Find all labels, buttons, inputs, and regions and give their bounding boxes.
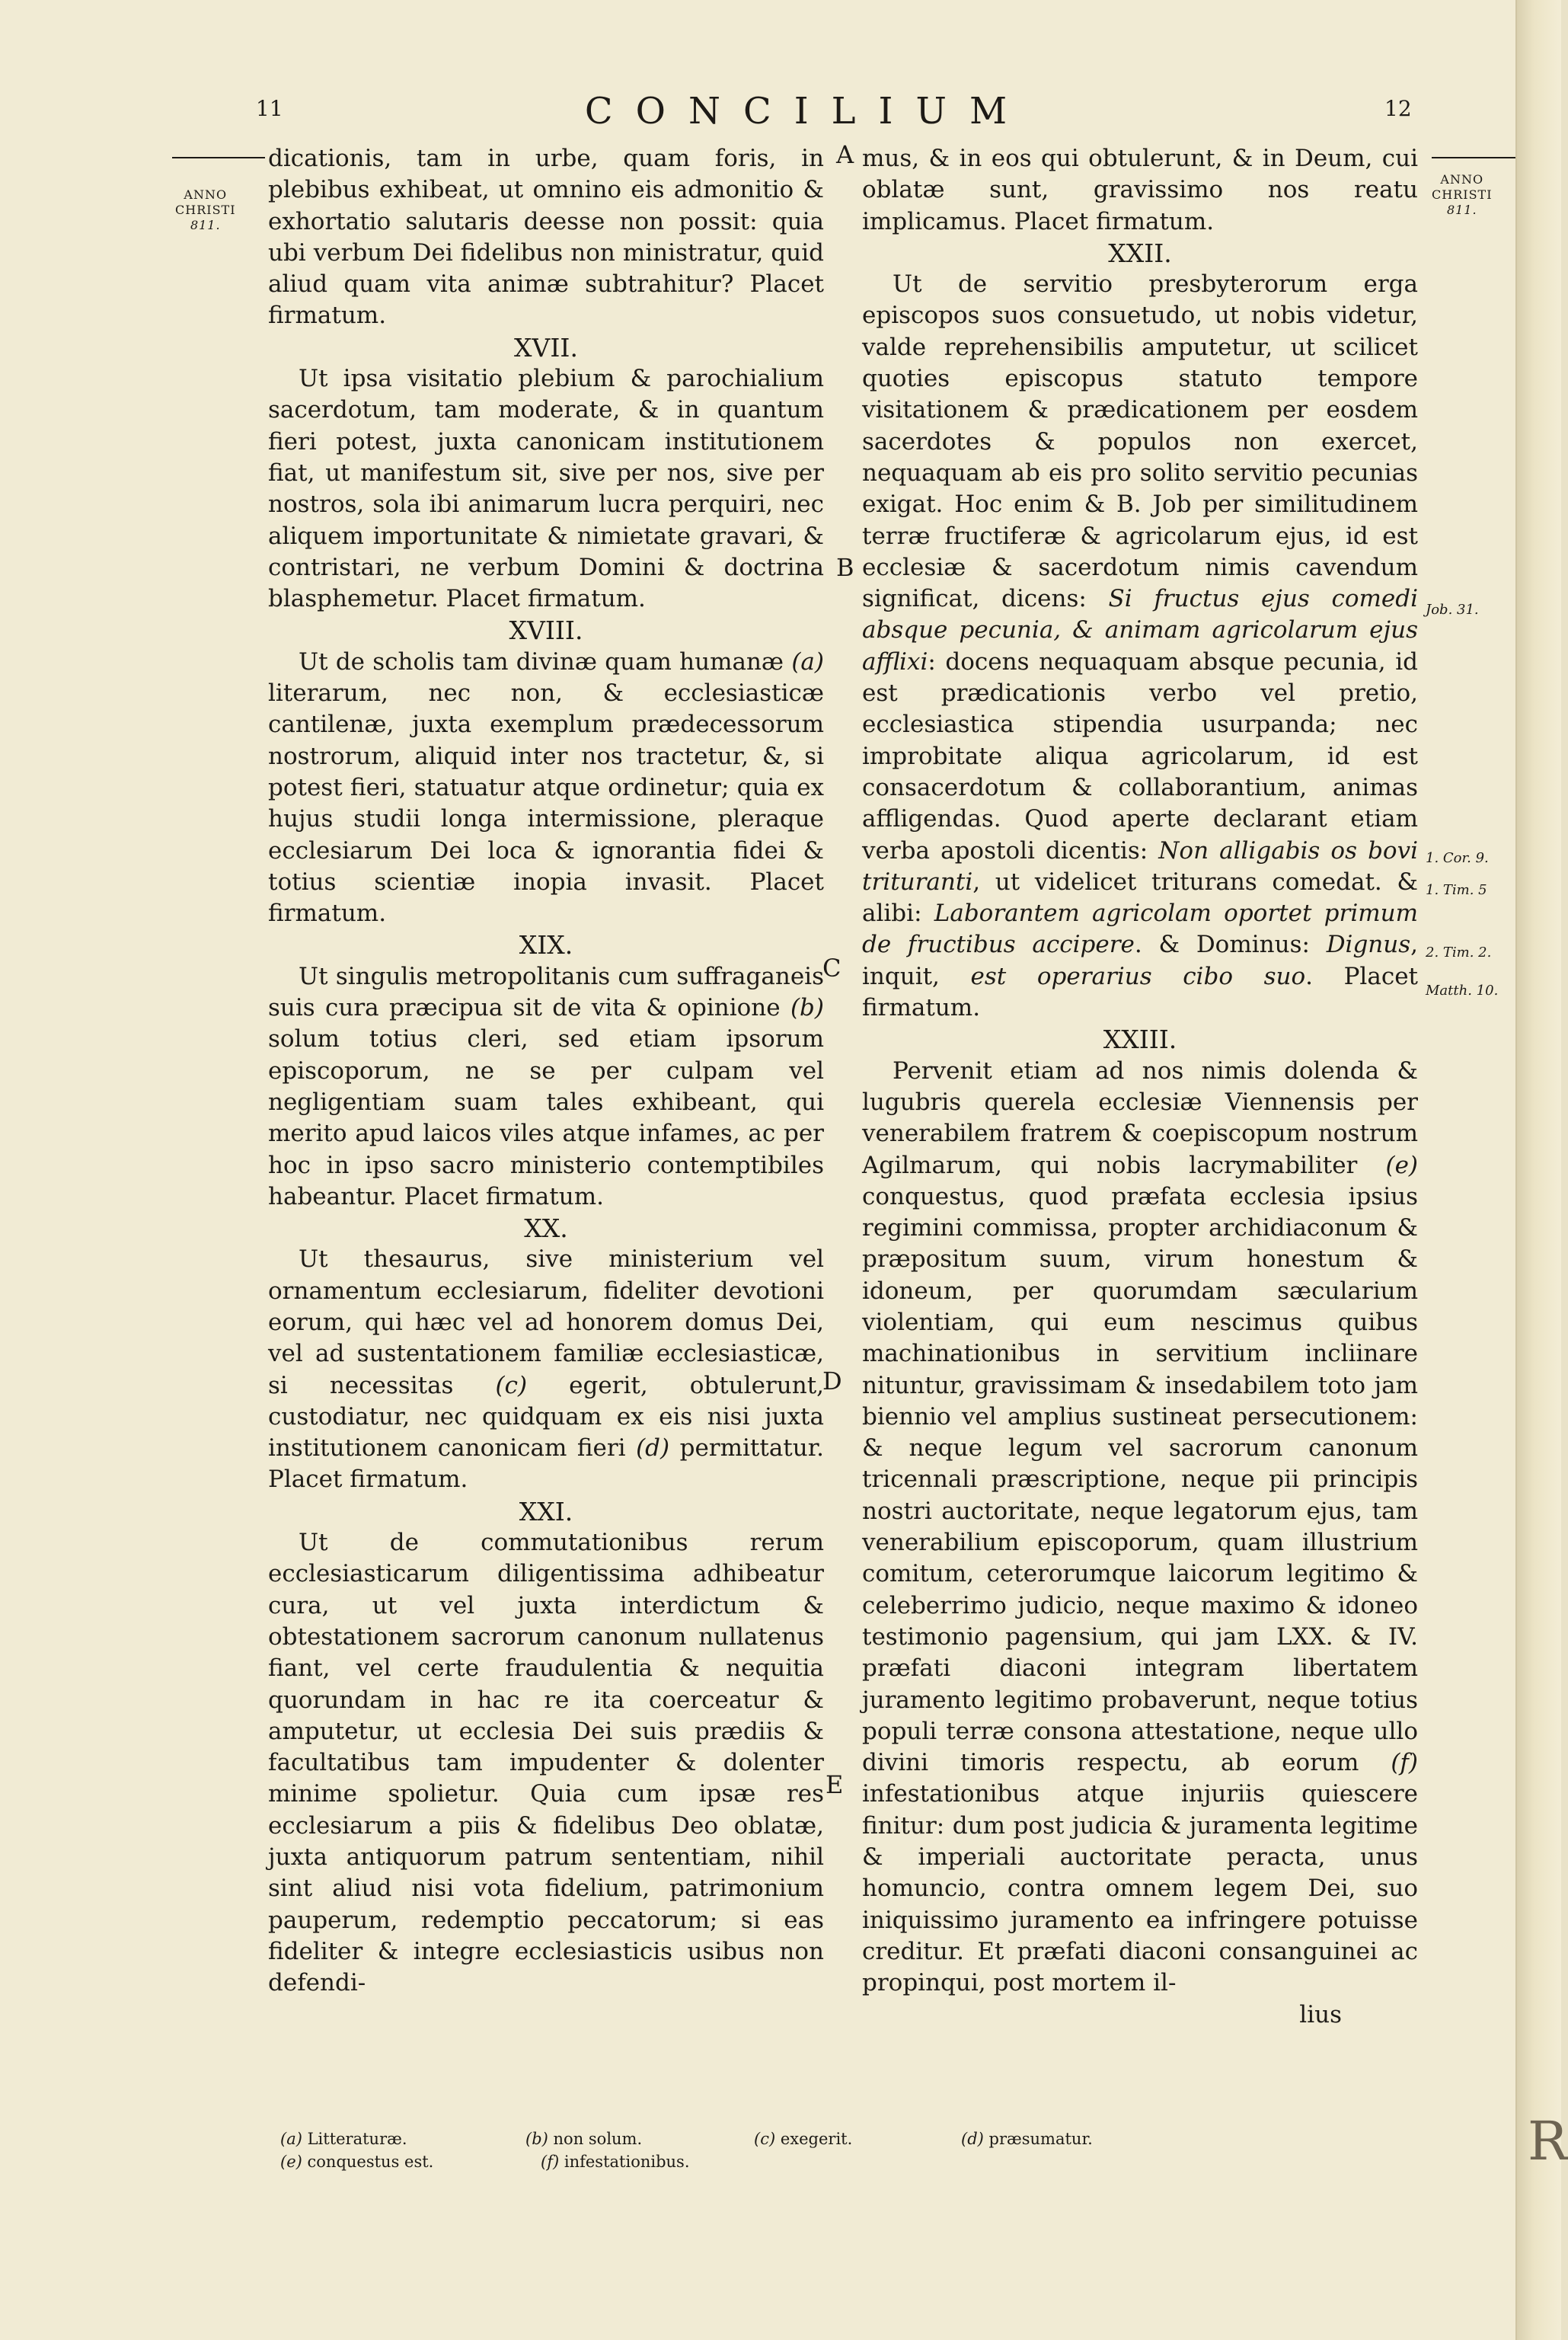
footnote-marker: (b) xyxy=(790,994,824,1022)
footnote-marker: (c) xyxy=(495,1371,528,1399)
chapter-paragraph xyxy=(862,1056,1418,2000)
footnote-c xyxy=(754,2130,852,2148)
chapter-number: XVII. xyxy=(514,332,578,363)
anno-label: ANNO xyxy=(1440,172,1484,187)
header-rule-right xyxy=(1432,157,1515,158)
paragraph-continuation: mus, & in eos qui obtulerunt, & in Deum, cui oblatæ sunt, gravissimo nos reatu implicamus. Placet firmatum. xyxy=(862,145,1418,235)
scripture-quote: Non alligabis os bovi trituranti xyxy=(862,836,1419,896)
anno-christi-right xyxy=(1432,172,1493,218)
chapter-paragraph xyxy=(862,269,1418,1024)
chapter-number: XX. xyxy=(524,1213,568,1244)
chapter-number: XXI. xyxy=(519,1496,573,1526)
text-span: , inquit, xyxy=(862,931,1418,990)
chapter-paragraph: Ut ipsa visitatio plebium & parochialium sacerdotum, tam moderate, & in quantum fieri potest, juxta canonicam institutionem fiat, ut manifestum sit, sive per nos, sive per nostros, sola ibi animarum lucra perquiri, nec aliquem importunitate & nimietate gravari, & contristari, ne verbum Domini & doctrina blasphemetur. Placet firmatum. xyxy=(268,365,824,613)
footnote-f xyxy=(541,2153,690,2171)
scripture-quote: Si fructus ejus comedi absque pecunia, & animam agricolarum ejus afflixi xyxy=(862,585,1418,676)
chapter-paragraph xyxy=(268,1244,824,1495)
chapter-paragraph xyxy=(268,961,824,1213)
text-span: literarum, nec non, & ecclesiasticæ cantilenæ, juxta exemplum prædecessorum nostrorum, aliquid inter nos tractetur, &, si potest fieri, statuatur atque ordinetur; quia ex hujus studii longa intermissione, pleraque ecclesiarum Dei loca & ignorantia fidei & totius scientiæ inopia invasit. Placet firmatum. xyxy=(268,679,824,928)
footnote-marker: (e) xyxy=(280,2153,302,2171)
paragraph-continuation: dicationis, tam in urbe, quam foris, in plebibus exhibeat, ut omnino eis admonitio & exhortatio salutaris deesse non possit: quia ubi verbum Dei fidelibus non ministratur, quid aliud quam vita animæ subtrahitur? Placet firmatum. xyxy=(268,145,824,330)
footnote-text: Litteraturæ. xyxy=(307,2130,407,2148)
section-letter: A xyxy=(836,140,854,169)
footnote-marker: (f) xyxy=(1391,1749,1418,1777)
text-span: . & Dominus: xyxy=(1134,931,1310,959)
footnote-b xyxy=(525,2130,642,2148)
text-span: solum totius cleri, sed etiam ipsorum episcoporum, ne se per culpam vel negligentiam suam tales exhibeant, qui merito apud laicos viles atque infames, ac per hoc in ipso sacro ministerio contemptibiles habeantur. Placet firmatum. xyxy=(268,1025,824,1210)
text-span: Ut singulis metropolitanis cum suffraganeis suis cura præcipua sit de vita & opinione xyxy=(268,962,824,1022)
footnote-marker: (f) xyxy=(541,2153,560,2171)
text-span: Ut de servitio presbyterorum erga episcopos suos consuetudo, ut nobis videtur, valde reprehensibilis amputetur, ut scilicet quoties episcopus statuto tempore visitationem & prædicationem per eosdem sacerdotes & populos non exercet, nequaquam ab eis pro solito servitio pecunias exigat. Hoc enim & B. Job per similitudinem terræ fructiferæ & agricolarum ejus, id est ecclesiæ & sacerdotum nimis cavendum significat, dicens: xyxy=(862,270,1418,613)
text-span: permittatur. Placet firmatum. xyxy=(268,1434,824,1494)
margin-reference: Matth. 10. xyxy=(1426,983,1499,999)
running-title: CONCILIUM xyxy=(584,90,1030,133)
page-number-left: 11 xyxy=(256,96,283,121)
text-span: , ut videlicet triturans comedat. & alibi: xyxy=(862,868,1418,928)
footnote-marker: (d) xyxy=(961,2130,984,2148)
catchword: lius xyxy=(1299,2000,1342,2028)
footnote-e xyxy=(280,2153,433,2171)
footnote-marker: (b) xyxy=(525,2130,548,2148)
footnote-a xyxy=(280,2130,407,2148)
chapter-paragraph xyxy=(268,647,824,930)
anno-label: ANNO xyxy=(184,187,228,202)
section-letter: D xyxy=(822,1367,842,1395)
text-span: conquestus, quod præfata ecclesia ipsius regimini commissa, propter archidiaconum & præpositum suum, virum honestum & idoneum, per quorumdam sæcularium violentiam, qui eum nescimus quibus machinationibus in servitium incliinare nituntur, gravissimam & insedabilem toto jam biennio vel amplius sustineat persecutionem: & neque legum vel sacrorum canonum tricennali præscriptione, neque pii principis nostri auctoritate, neque legatorum ejus, tam venerabilium episcoporum, quam illustrium comitum, ceterorumque laicorum legitimo & celeberrimo judicio, neque maximo & idoneo testimonio pagensium, qui jam LXX. & IV. præfati diaconi integram libertatem juramento legitimo probaverunt, neque totius populi terræ consona attestatione, neque ullo divini timoris respectu, ab eorum xyxy=(862,1182,1418,1777)
margin-reference: Job. 31. xyxy=(1426,602,1479,618)
page-number-right: 12 xyxy=(1384,96,1412,121)
chapter-paragraph: Ut de commutationibus rerum ecclesiasticarum diligentissima adhibeatur cura, ut vel juxta interdictum & obtestationem sacrorum canonum nullatenus fiant, vel certe fraudulentia & nequitia quorundam in hac re ita coerceatur & amputetur, ut ecclesia Dei suis prædiis & facultatibus tam impudenter & dolenter minime spolietur. Quia cum ipsæ res ecclesiarum a piis & fidelibus Deo oblatæ, juxta antiquorum patrum sententiam, nihil sint aliud nisi vota fidelium, patrimonium pauperum, redemptio peccatorum; si eas fideliter & integre ecclesiasticis usibus non defendi- xyxy=(268,1529,824,1997)
scripture-quote: est operarius cibo suo xyxy=(970,962,1306,990)
section-letter: C xyxy=(822,954,841,983)
footnote-d xyxy=(961,2130,1093,2148)
scripture-quote: Laborantem agricolam oportet primum de fructibus accipere xyxy=(862,900,1418,959)
anno-year: 811. xyxy=(190,218,221,232)
header-rule-left xyxy=(172,157,265,158)
christi-label: CHRISTI xyxy=(175,203,236,217)
text-span: Pervenit etiam ad nos nimis dolenda & lugubris querela ecclesiæ Viennensis per venerabilem fratrem & coepiscopum nostrum Agilmarum, qui nobis lacrymabiliter xyxy=(862,1057,1418,1179)
scripture-quote: Dignus xyxy=(1326,931,1411,959)
text-span: . Placet firmatum. xyxy=(862,962,1418,1022)
right-text-column xyxy=(862,143,1418,2031)
chapter-number: XVIII. xyxy=(509,615,583,646)
margin-reference: 1. Tim. 5 xyxy=(1426,882,1487,898)
margin-reference: 1. Cor. 9. xyxy=(1426,850,1489,866)
footnote-marker: (c) xyxy=(754,2130,776,2148)
text-span: Ut de scholis tam divinæ quam humanæ xyxy=(299,647,784,676)
footnote-marker: (a) xyxy=(280,2130,302,2148)
text-span: infestationibus atque injuriis quiescere finitur: dum post judicia & juramenta legitime & imperiali auctoritate peracta, unus homuncio, contra omnem legem Dei, suo iniquissimo juramento ea infringere potuisse creditur. Et præfati diaconi consanguinei ac propinqui, post mortem il- xyxy=(862,1780,1418,1997)
footnote-text: conquestus est. xyxy=(307,2153,434,2171)
chapter-number: XXII. xyxy=(1108,238,1172,268)
footnote-marker: (d) xyxy=(636,1434,670,1462)
footnote-text: præsumatur. xyxy=(988,2130,1093,2148)
anno-year: 811. xyxy=(1446,203,1477,217)
chapter-number: XXIII. xyxy=(1103,1025,1177,1055)
footnote-marker: (e) xyxy=(1385,1151,1419,1179)
anno-christi-left xyxy=(175,187,236,233)
footnote-text: non solum. xyxy=(553,2130,643,2148)
text-span: Ut thesaurus, sive ministerium vel ornamentum ecclesiarum, fideliter devotioni eorum, qui hæc vel ad honorem domus Dei, vel ad sustentationem familiæ ecclesiasticæ, si necessitas xyxy=(268,1245,824,1399)
adjacent-page-edge xyxy=(1515,0,1568,2340)
edge-glyph: R xyxy=(1528,2110,1568,2172)
footnote-text: exegerit. xyxy=(780,2130,853,2148)
section-letter: B xyxy=(836,553,854,582)
section-letter: E xyxy=(826,1770,844,1799)
text-span: egerit, obtulerunt, custodiatur, nec quidquam ex eis nisi juxta institutionem canonicam fieri xyxy=(268,1371,824,1462)
footnote-text: infestationibus. xyxy=(564,2153,690,2171)
chapter-number: XIX. xyxy=(519,930,573,961)
left-text-column xyxy=(268,143,824,2000)
footnote-marker: (a) xyxy=(791,647,824,676)
christi-label: CHRISTI xyxy=(1432,187,1493,202)
text-span: : docens nequaquam absque pecunia, id est prædicationis verbo vel pretio, ecclesiastica stipendia usurpanda; nec improbitate aliqua agricolarum, id est consacerdotum & collaborantium, animas affligendas. Quod aperte declarant etiam verba apostoli dicentis: xyxy=(862,647,1418,865)
margin-reference: 2. Tim. 2. xyxy=(1426,945,1492,961)
